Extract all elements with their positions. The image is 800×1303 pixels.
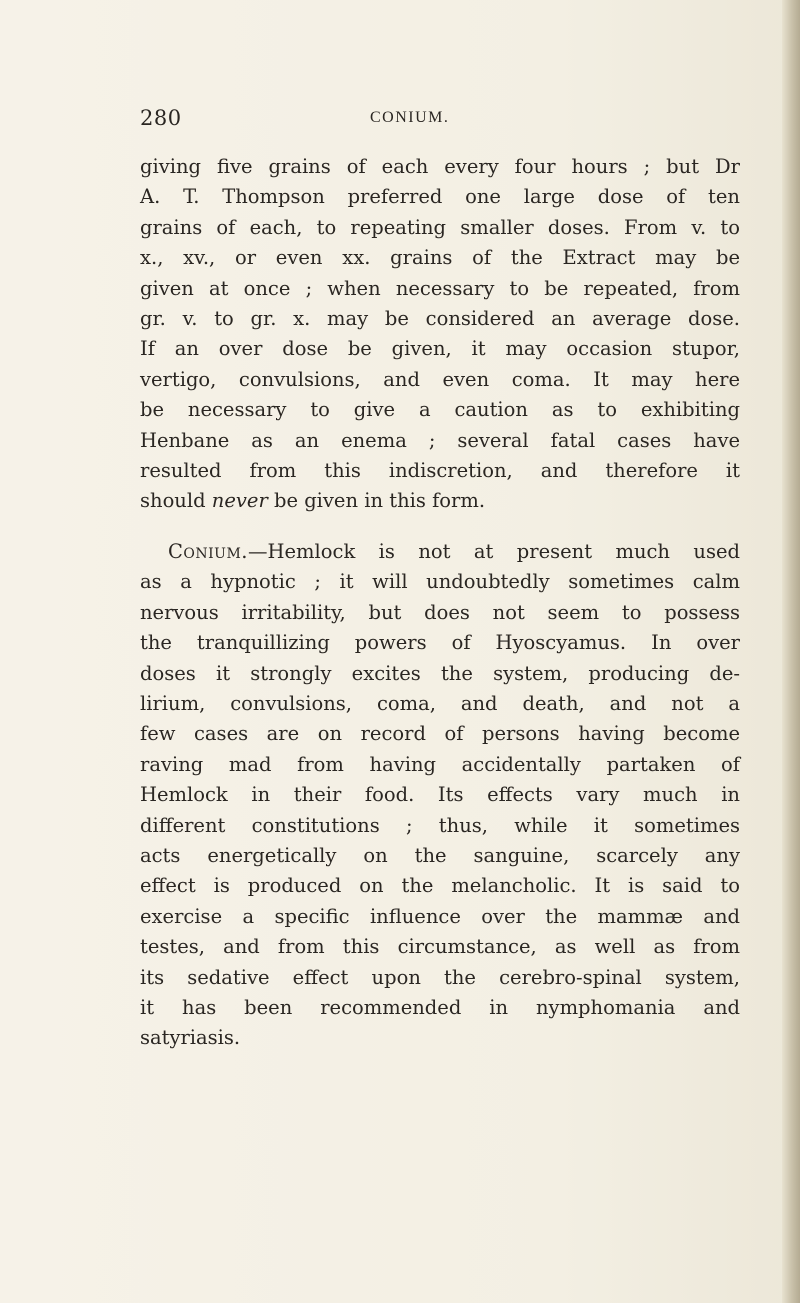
text-line-first — [140, 537, 740, 567]
text-line: gr. v. to gr. x. may be considered an average dose. — [140, 307, 740, 331]
text-line-last — [140, 486, 740, 516]
text-line: lirium, convulsions, coma, and death, and not a — [140, 691, 740, 715]
text-line: exercise a specific influence over the mammæ and — [140, 904, 740, 928]
text-line: it has been recommended in nymphomania and — [140, 995, 740, 1019]
text-line: vertigo, convulsions, and even coma. It may here — [140, 367, 740, 391]
text-line: Hemlock in their food. Its effects vary much in — [140, 783, 740, 807]
text-line: giving five grains of each every four hours ; but Dr — [140, 155, 740, 178]
text-line: grains of each, to repeating smaller doses. From v. to — [140, 215, 740, 239]
text-line: Henbane as an enema ; several fatal cases have — [140, 428, 740, 452]
text-line: nervous irritability, but does not seem to possess — [140, 600, 740, 624]
text-line: the tranquillizing powers of Hyoscyamus. In over — [140, 631, 740, 655]
text-line: be necessary to give a caution as to exhibiting — [140, 398, 740, 422]
lead-term: Conium. — [168, 539, 249, 563]
paragraph-henbane — [140, 152, 740, 517]
text-line: its sedative effect upon the cerebro-spinal system, — [140, 965, 740, 989]
text-fragment: —Hemlock is not at present much used — [248, 539, 740, 563]
text-line: raving mad from having accidentally partaken of — [140, 752, 740, 776]
text-line: as a hypnotic ; it will undoubtedly sometimes calm — [140, 570, 740, 594]
text-line: x., xv., or even xx. grains of the Extract may be — [140, 246, 740, 270]
text-line: testes, and from this circumstance, as well as from — [140, 935, 740, 959]
paragraph-conium — [140, 537, 740, 1054]
italic-emphasis: never — [211, 489, 268, 513]
text-line: If an over dose be given, it may occasion stupor, — [140, 337, 740, 361]
page-edge-shadow — [782, 0, 800, 1303]
running-head: CONIUM. — [370, 109, 450, 126]
text-line-last: satyriasis. — [140, 1026, 241, 1050]
text-line: resulted from this indiscretion, and therefore it — [140, 459, 740, 483]
text-line: effect is produced on the melancholic. It is said to — [140, 874, 740, 898]
text-fragment: should — [140, 489, 212, 513]
text-line: given at once ; when necessary to be repeated, from — [140, 276, 740, 300]
text-line: few cases are on record of persons having become — [140, 722, 740, 746]
text-fragment: be given in this form. — [267, 489, 486, 513]
text-line: different constitutions ; thus, while it sometimes — [140, 813, 740, 837]
text-line: A. T. Thompson preferred one large dose of ten — [140, 185, 740, 209]
page-header — [140, 106, 780, 136]
body-text — [140, 152, 740, 1054]
text-line: doses it strongly excites the system, producing de- — [140, 661, 740, 685]
text-line: acts energetically on the sanguine, scarcely any — [140, 843, 740, 867]
page-number: 280 — [140, 106, 182, 130]
